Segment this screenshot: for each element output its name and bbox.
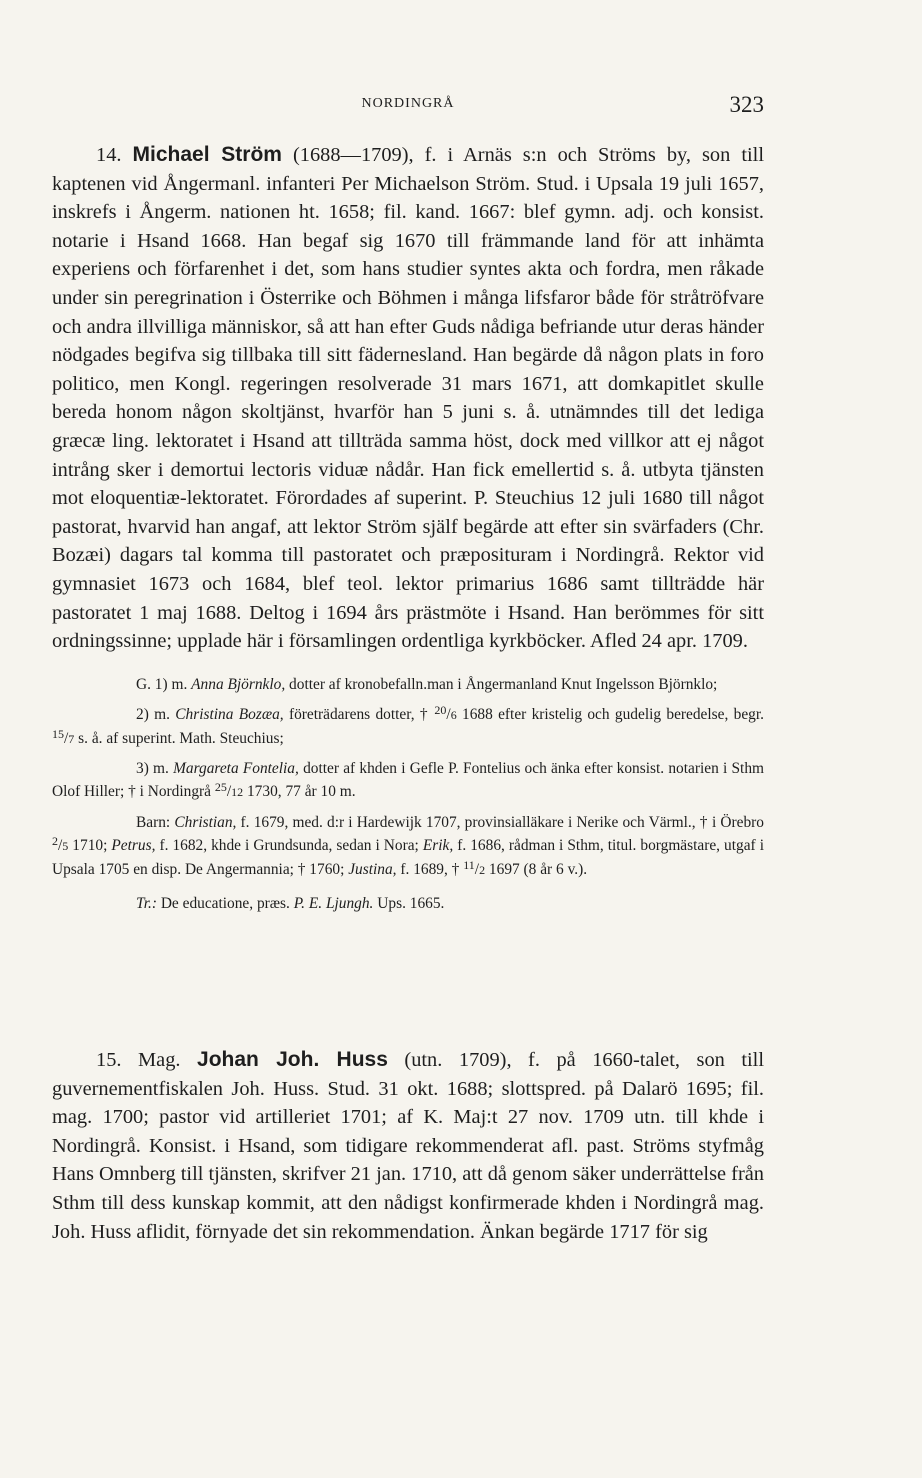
entry-15	[52, 1046, 764, 1246]
date-fraction-num: 25	[214, 780, 227, 795]
date-fraction-den: 5	[62, 839, 69, 854]
genealogy-notes	[52, 673, 764, 916]
running-head	[50, 92, 766, 126]
children-text-d: f. 1686, rådman i Sthm, titul. borgmästare, utgaf i Upsala 1705 en disp. De Angermannia; † 1760;	[52, 837, 764, 878]
printed-works-text-b: Ups. 1665.	[373, 894, 445, 912]
marriage-2-text-b: 1688 efter kristelig och gudelig beredelse, begr.	[456, 706, 764, 724]
children-text-a: f. 1679, med. d:r i Hardewijk 1707, provinsialläkare i Nerike och Värml., † i Örebro	[236, 813, 764, 831]
page-number: 323	[729, 92, 764, 117]
marriage-2-text-c: s. å. af superint. Math. Steuchius;	[74, 729, 284, 747]
children: Barn: Christian, f. 1679, med. d:r i Hardewijk 1707, provinsialläkare i Nerike och Värml., † i Örebro $^2$/5 1710; Petrus, f. 1682, khde i Grundsunda, sedan i Nora; Erik, f. 1686, rådman i Sthm, titul. borgmästare, utgaf i Upsala 1705 en disp. De Angermannia; † 1760; Justina, f. 1689, † $^{11}$/2 1697 (8 år 6 v.).	[52, 813, 764, 878]
printed-works-text-a: De educatione, præs.	[156, 894, 294, 912]
marriage-2-label: 2) m.	[136, 706, 176, 724]
entry-14-number: 14.	[96, 144, 122, 166]
marriage-2: 2) m. Christina Bozæa, företrädarens dotter, † $^{20}$/6 1688 efter kristelig och gudelig beredelse, begr. $^{15}$/7 s. å. af superint. Math. Steuchius;	[52, 703, 764, 747]
children-text-c: f. 1682, khde i Grundsunda, sedan i Nora;	[155, 837, 423, 855]
entry-15-title: Mag.	[121, 1049, 198, 1071]
date-fraction-num: 11	[463, 857, 475, 872]
spouse-3-name: Margareta Fontelia,	[173, 759, 299, 777]
date-fraction-num: 2	[52, 834, 58, 849]
entry-15-number: 15.	[96, 1049, 122, 1071]
printed-works	[52, 892, 764, 915]
date-fraction-den: 12	[231, 785, 244, 800]
children-text-e: f. 1689, †	[396, 860, 464, 878]
date-fraction-num: 15	[52, 726, 64, 741]
entry-14-text: (1688—1709), f. i Arnäs s:n och Ströms by, son till kaptenen vid Ångermanl. infanteri Per Michaelson Ström. Stud. i Upsala 19 juli 1657, inskrefs i Ångerm. nationen ht. 1658; fil. kand. 1667: blef gymn. adj. och konsist. notarie i Hsand 1668. Han begaf sig 1670 till främmande land för att inhämta experiens och förfarenhet i det, som hans studier syntes akta och fordra, men råkade under sin peregrination i Österrike och Böhmen i många lifsfaror både för stråtröfvare och andra illvilliga människor, så att han efter Guds nådiga befriande utur deras händer nödgades begifva sig tillbaka till sitt fädernesland. Han begärde då någon plats in foro politico, men Kongl. regeringen resolverade 31 mars 1671, att domkapitlet skulle bereda honom någon skoltjänst, hvarför han 5 juni s. å. utnämndes till det lediga græcæ ling. lektoratet i Hsand att tillträda samma höst, dock med villkor att ej något intrång sker i demortui lectoris viduæ nådår. Han fick emellertid s. å. utbyta tjänsten mot eloquentiæ-lektoratet. Förordades af superint. P. Steuchius 12 juli 1680 till något pastorat, hvarvid han angaf, att lektor Ström själf begärde att efter sin svärfaders (Chr. Bozæi) dagars tal komma till pastoratet och præposituram i Nordingrå. Rektor vid gymnasiet 1673 och 1684, blef teol. lektor primarius 1686 samt tillträdde här pastoratet 1 maj 1688. Deltog i 1694 års prästmöte i Hsand. Han berömmes för sitt ordningssinne; upplade här i församlingen ordentliga kyrkböcker. Afled 24 apr. 1709.	[52, 144, 764, 653]
child-name: Petrus,	[111, 837, 156, 855]
entry-15-text: (utn. 1709), f. på 1660-talet, son till guvernementfiskalen Joh. Huss. Stud. 31 okt. 1688; slottspred. på Dalarö 1695; fil. mag. 1700; pastor vid artilleriet 1701; af K. Maj:t 27 nov. 1709 utn. till khde i Nordingrå. Konsist. i Hsand, som tidigare rekommenderat afl. past. Ströms styfmåg Hans Omnberg till tjänsten, skrifver 21 jan. 1710, att då genom säker underrättelse från Sthm till dess kunskap kommit, att den nådigst konfirmerade khden i Nordingrå mag. Joh. Huss aflidit, förnyade det sin rekommendation. Änkan begärde 1717 för sig	[52, 1049, 765, 1243]
child-name: Christian,	[174, 813, 237, 831]
marriage-1-label: G. 1) m.	[136, 675, 192, 693]
date-fraction-den: 2	[479, 862, 486, 877]
marriage-3-label: 3) m.	[136, 759, 174, 777]
marriage-2-text-a: företrädarens dotter, †	[283, 706, 435, 724]
marriage-3-text-b: 1730, 77 år 10 m.	[243, 783, 356, 801]
marriage-3-text-a: dotter af khden i Gefle P. Fontelius och änka efter konsist. notarien i Sthm Olof Hiller; † i Nordingrå	[52, 759, 764, 801]
marriage-1	[52, 673, 764, 696]
printed-works-author: P. E. Ljungh.	[293, 894, 374, 912]
children-text-f: 1697 (8 år 6 v.).	[485, 860, 588, 878]
spouse-2-name: Christina Bozæa,	[175, 706, 284, 724]
marriage-1-text: dotter af kronobefalln.man i Ångermanland Knut Ingelsson Björnklo;	[285, 675, 718, 693]
entry-15-paragraph	[52, 1046, 764, 1246]
entry-15-name: Johan Joh. Huss	[197, 1048, 388, 1071]
date-fraction-den: 7	[68, 731, 75, 746]
running-title: NORDINGRÅ	[361, 96, 455, 111]
entry-14-paragraph	[52, 141, 764, 656]
children-text-b: 1710;	[68, 837, 112, 855]
entry-14	[52, 141, 764, 915]
children-label: Barn:	[136, 813, 175, 831]
child-name: Justina,	[348, 860, 397, 878]
entry-14-name: Michael Ström	[132, 143, 282, 166]
spouse-1-name: Anna Björnklo,	[191, 675, 286, 693]
date-fraction-num: 20	[434, 703, 447, 718]
date-fraction-den: 6	[450, 708, 457, 723]
marriage-3: 3) m. Margareta Fontelia, dotter af khden i Gefle P. Fontelius och änka efter konsist. notarien i Sthm Olof Hiller; † i Nordingrå $^{25}$/12 1730, 77 år 10 m.	[52, 759, 764, 801]
printed-works-label: Tr.:	[136, 894, 157, 912]
child-name: Erik,	[422, 837, 454, 855]
